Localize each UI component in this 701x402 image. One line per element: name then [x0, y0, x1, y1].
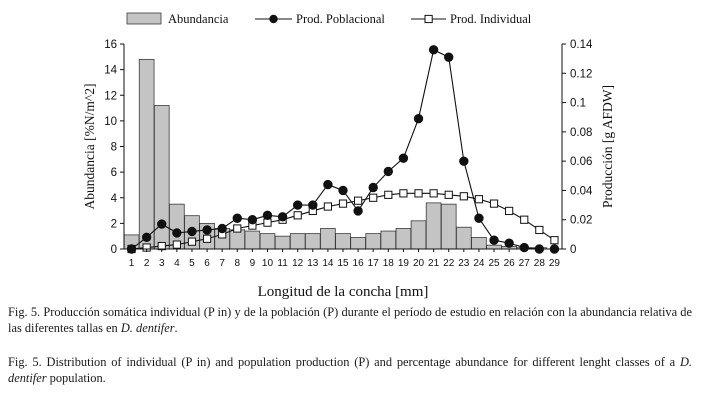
poblacional-point — [188, 227, 196, 235]
x-tick-label: 7 — [219, 258, 225, 269]
legend-individual-marker — [425, 15, 432, 22]
right-tick-label: 0.1 — [570, 97, 586, 110]
abundancia-bar — [381, 231, 396, 249]
legend-poblacional-marker — [269, 15, 277, 23]
x-axis-title: Longitud de la concha [mm] — [257, 284, 429, 300]
individual-point — [203, 235, 210, 242]
abundancia-bars — [124, 59, 547, 249]
poblacional-point — [475, 214, 483, 222]
abundancia-bar — [351, 237, 366, 249]
poblacional-point — [414, 114, 422, 122]
abundancia-bar — [472, 237, 487, 249]
caption-spanish — [8, 304, 692, 336]
abundancia-bar — [487, 245, 502, 249]
poblacional-point — [233, 214, 241, 222]
abundancia-bar — [290, 234, 305, 249]
abundancia-bar — [336, 234, 351, 249]
poblacional-point — [354, 207, 362, 215]
legend-abundancia-label: Abundancia — [168, 12, 229, 26]
left-tick-label: 2 — [110, 218, 117, 231]
x-tick-label: 24 — [473, 258, 485, 269]
x-tick-label: 9 — [249, 258, 256, 269]
left-tick-label: 4 — [110, 192, 117, 205]
poblacional-point — [324, 180, 332, 188]
x-tick-label: 29 — [548, 258, 561, 269]
poblacional-point — [505, 239, 513, 247]
individual-point — [490, 200, 497, 207]
caption-en-species: D. dentifer — [8, 355, 692, 385]
legend-abundancia-swatch — [127, 13, 161, 24]
x-tick-label: 18 — [382, 258, 394, 269]
x-tick-label: 8 — [234, 258, 241, 269]
x-tick-label: 6 — [204, 258, 210, 269]
individual-point — [385, 191, 392, 198]
abundancia-bar — [139, 59, 154, 249]
x-tick-label: 12 — [292, 258, 304, 269]
chart-legend — [127, 12, 532, 26]
left-tick-label: 14 — [104, 64, 117, 77]
poblacional-point — [248, 216, 256, 224]
x-tick-label: 26 — [503, 258, 515, 269]
abundancia-bar — [305, 234, 320, 249]
poblacional-point — [158, 220, 166, 228]
individual-point — [234, 225, 241, 232]
left-tick-label: 8 — [110, 141, 117, 154]
x-tick-label: 3 — [158, 258, 165, 269]
x-tick-label: 11 — [277, 258, 288, 269]
individual-point — [475, 196, 482, 203]
abundancia-bar — [230, 230, 245, 249]
x-tick-label: 20 — [412, 258, 425, 269]
right-tick-label: 0.08 — [570, 126, 593, 139]
poblacional-point — [263, 211, 271, 219]
abundancia-bar — [411, 221, 426, 249]
poblacional-point — [429, 46, 437, 54]
poblacional-point — [490, 236, 498, 244]
x-tick-label: 1 — [128, 258, 135, 269]
individual-point — [415, 190, 422, 197]
poblacional-point — [293, 201, 301, 209]
individual-point — [536, 226, 543, 233]
poblacional-point — [278, 213, 286, 221]
individual-point — [551, 237, 558, 244]
x-tick-label: 22 — [443, 258, 455, 269]
individual-point — [324, 203, 331, 210]
poblacional-point — [203, 226, 211, 234]
poblacional-point — [339, 186, 347, 194]
individual-point — [355, 197, 362, 204]
poblacional-point — [142, 233, 150, 241]
individual-point — [294, 212, 301, 219]
individual-point — [400, 190, 407, 197]
individual-point — [445, 191, 452, 198]
right-tick-label: 0 — [570, 244, 577, 256]
x-tick-label: 14 — [322, 258, 334, 269]
x-tick-label: 15 — [337, 258, 349, 269]
right-tick-label: 0.04 — [570, 185, 593, 198]
right-tick-label: 0.12 — [570, 68, 593, 81]
x-tick-label: 19 — [397, 258, 409, 269]
poblacional-point — [384, 167, 392, 175]
abundancia-bar — [320, 229, 335, 250]
x-tick-label: 16 — [352, 258, 364, 269]
abundancia-bar — [260, 234, 275, 249]
x-tick-label: 21 — [428, 258, 440, 269]
individual-point — [506, 207, 513, 214]
individual-point — [521, 216, 528, 223]
abundancia-bar — [456, 227, 471, 249]
poblacional-point — [460, 157, 468, 165]
left-tick-label: 10 — [104, 115, 117, 128]
individual-point — [370, 194, 377, 201]
right-tick-label: 0.14 — [570, 39, 593, 51]
caption-es-suffix: . — [174, 321, 178, 335]
x-tick-label: 23 — [458, 258, 470, 269]
poblacional-point — [309, 201, 317, 209]
abundancia-bar — [441, 204, 456, 249]
individual-point — [460, 193, 467, 200]
right-axis-title: Producción [g AFDW] — [600, 85, 615, 208]
caption-es-prefix: Fig. 5. Producción somática individual (P in) y de la población (P) durante el período de estudio en relación con la abundancia relativa de las diferentes tallas en — [8, 305, 692, 335]
caption-es-species: D. dentifer — [120, 321, 175, 335]
abundancia-bar — [245, 231, 260, 249]
individual-point — [173, 241, 180, 248]
abundancia-bar — [426, 203, 441, 249]
x-tick-label: 5 — [189, 258, 195, 269]
x-tick-label: 2 — [143, 258, 150, 269]
left-axis-title: Abundancia [%N/m^2] — [82, 83, 97, 210]
x-tick-label: 28 — [533, 258, 545, 269]
individual-point — [339, 200, 346, 207]
caption-en-prefix: Fig. 5. Distribution of individual (P in) and population production (P) and percentage abundance for different lenght classes of a — [8, 355, 680, 369]
caption-en-suffix: population. — [46, 371, 106, 385]
abundancia-bar — [396, 229, 411, 250]
x-tick-label: 13 — [307, 258, 319, 269]
caption-english — [8, 354, 692, 386]
left-tick-label: 6 — [110, 167, 117, 180]
legend-poblacional-label: Prod. Poblacional — [296, 12, 385, 26]
individual-point — [430, 190, 437, 197]
x-tick-label: 17 — [367, 258, 379, 269]
x-tick-label: 10 — [261, 258, 274, 269]
left-tick-label: 16 — [104, 39, 117, 51]
x-tick-label: 4 — [174, 258, 180, 269]
legend-individual-label: Prod. Individual — [450, 12, 532, 26]
poblacional-point — [173, 229, 181, 237]
poblacional-point — [399, 154, 407, 162]
abundancia-bar — [366, 234, 381, 249]
poblacional-point — [218, 224, 226, 232]
right-tick-label: 0.02 — [570, 214, 593, 227]
individual-point — [188, 238, 195, 245]
x-tick-label: 27 — [518, 258, 530, 269]
poblacional-point — [369, 183, 377, 191]
x-tick-label: 25 — [488, 258, 500, 269]
abundancia-bar — [275, 236, 290, 249]
left-tick-label: 12 — [104, 90, 117, 103]
right-tick-label: 0.06 — [570, 156, 593, 169]
left-tick-label: 0 — [110, 244, 117, 256]
poblacional-point — [445, 53, 453, 61]
individual-point — [264, 219, 271, 226]
